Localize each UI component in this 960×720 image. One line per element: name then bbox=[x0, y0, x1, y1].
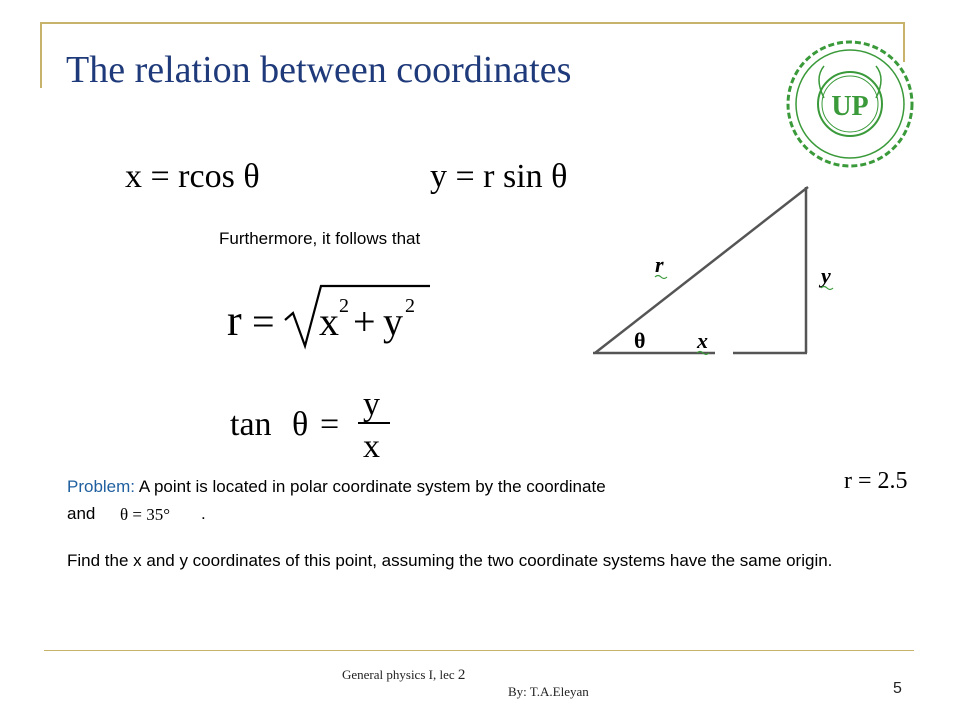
svg-text:y: y bbox=[363, 386, 380, 423]
svg-text:UP: UP bbox=[831, 91, 869, 122]
r-label: r bbox=[655, 252, 664, 277]
page-number: 5 bbox=[893, 680, 902, 697]
svg-text:=: = bbox=[320, 406, 340, 443]
tan-equation bbox=[228, 385, 398, 465]
x-label: x bbox=[697, 328, 708, 353]
x-equation: x = rcos θ bbox=[125, 158, 260, 195]
frame-top bbox=[40, 22, 905, 24]
footer-lec-number: 2 bbox=[457, 667, 466, 683]
y-label: y bbox=[821, 263, 831, 288]
university-logo bbox=[784, 38, 916, 170]
problem-text: A point is located in polar coordinate system by the coordinate bbox=[135, 477, 606, 496]
svg-text:2: 2 bbox=[339, 295, 349, 317]
slide-title: The relation between coordinates bbox=[66, 49, 572, 91]
triangle-diagram bbox=[585, 180, 845, 370]
r-equation bbox=[225, 280, 435, 350]
theta-label: θ bbox=[634, 328, 646, 353]
footer-course: General physics I, lec 2 bbox=[342, 667, 466, 683]
theta-value: θ = 35° bbox=[120, 505, 171, 524]
svg-text:+: + bbox=[353, 299, 376, 344]
svg-text:x: x bbox=[363, 428, 380, 465]
svg-text:θ: θ bbox=[292, 406, 309, 443]
problem-line3: Find the x and y coordinates of this point, assuming the two coordinate systems have the same origin. bbox=[67, 551, 833, 570]
problem-period: . bbox=[201, 504, 206, 523]
frame-left bbox=[40, 22, 42, 88]
problem-label: Problem: bbox=[67, 477, 136, 496]
footer-author: By: T.A.Eleyan bbox=[508, 684, 589, 699]
svg-text:x: x bbox=[319, 299, 339, 344]
problem-line2 bbox=[67, 501, 95, 526]
footer-line bbox=[44, 650, 914, 651]
intro-text: Furthermore, it follows that bbox=[219, 229, 421, 248]
problem-and: and bbox=[67, 504, 96, 523]
svg-text:tan: tan bbox=[230, 406, 272, 443]
svg-text:2: 2 bbox=[405, 295, 415, 317]
problem-line1 bbox=[67, 474, 606, 499]
y-equation: y = r sin θ bbox=[430, 158, 568, 195]
svg-text:=: = bbox=[252, 299, 275, 344]
r-value: r = 2.5 bbox=[844, 468, 908, 494]
svg-text:r: r bbox=[227, 296, 242, 345]
svg-text:y: y bbox=[383, 299, 403, 344]
